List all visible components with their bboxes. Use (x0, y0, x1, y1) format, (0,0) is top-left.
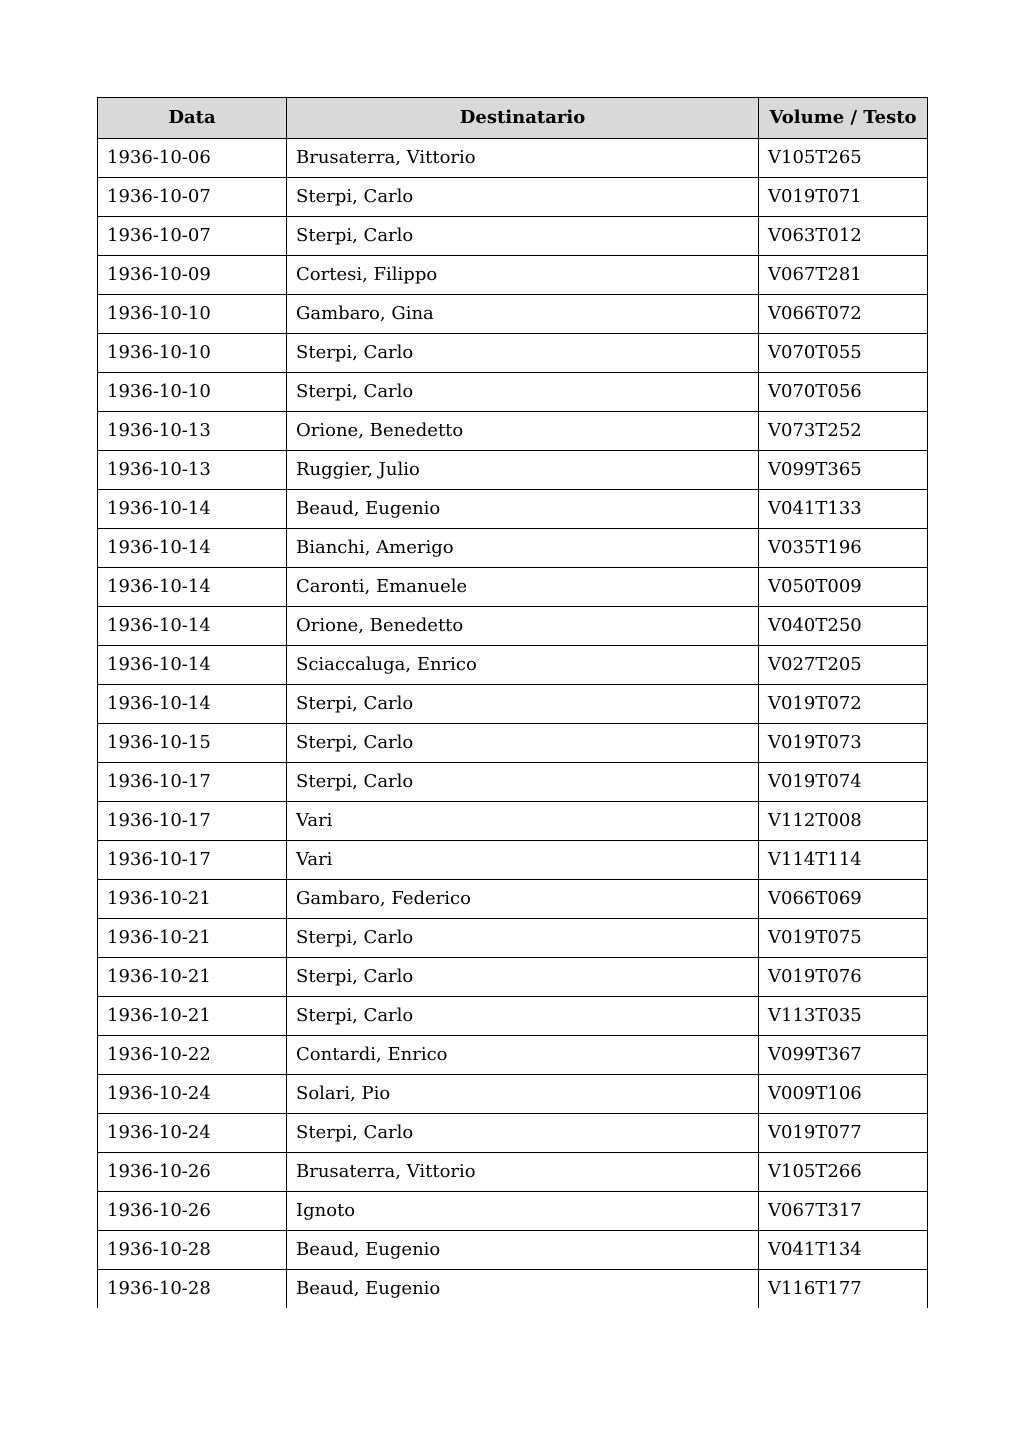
table-row (98, 139, 928, 178)
cell-destinatario: Beaud, Eugenio (287, 490, 759, 529)
table-row (98, 958, 928, 997)
table-row (98, 1192, 928, 1231)
table-row (98, 997, 928, 1036)
cell-date: 1936-10-14 (98, 646, 287, 685)
cell-date: 1936-10-17 (98, 763, 287, 802)
cell-volume-testo: V099T367 (759, 1036, 928, 1075)
cell-date: 1936-10-09 (98, 256, 287, 295)
cell-volume-testo: V063T012 (759, 217, 928, 256)
cell-volume-testo: V105T265 (759, 139, 928, 178)
cell-volume-testo: V067T281 (759, 256, 928, 295)
cell-volume-testo: V066T072 (759, 295, 928, 334)
cell-date: 1936-10-21 (98, 997, 287, 1036)
cell-destinatario: Sterpi, Carlo (287, 1114, 759, 1153)
table-row (98, 1036, 928, 1075)
cell-date: 1936-10-14 (98, 529, 287, 568)
cell-destinatario: Beaud, Eugenio (287, 1270, 759, 1309)
cell-volume-testo: V019T071 (759, 178, 928, 217)
table-row (98, 880, 928, 919)
cell-destinatario: Bianchi, Amerigo (287, 529, 759, 568)
cell-date: 1936-10-24 (98, 1075, 287, 1114)
cell-date: 1936-10-10 (98, 334, 287, 373)
cell-destinatario: Ruggier, Julio (287, 451, 759, 490)
cell-volume-testo: V070T056 (759, 373, 928, 412)
cell-destinatario: Orione, Benedetto (287, 412, 759, 451)
table-row (98, 217, 928, 256)
cell-date: 1936-10-26 (98, 1153, 287, 1192)
cell-destinatario: Vari (287, 802, 759, 841)
cell-destinatario: Sterpi, Carlo (287, 919, 759, 958)
cell-volume-testo: V019T075 (759, 919, 928, 958)
cell-volume-testo: V099T365 (759, 451, 928, 490)
table-row (98, 178, 928, 217)
cell-date: 1936-10-07 (98, 217, 287, 256)
cell-date: 1936-10-15 (98, 724, 287, 763)
table-row (98, 607, 928, 646)
cell-date: 1936-10-13 (98, 412, 287, 451)
cell-volume-testo: V114T114 (759, 841, 928, 880)
table-row (98, 373, 928, 412)
cell-volume-testo: V019T074 (759, 763, 928, 802)
cell-volume-testo: V105T266 (759, 1153, 928, 1192)
table-row (98, 919, 928, 958)
cell-date: 1936-10-21 (98, 919, 287, 958)
cell-volume-testo: V112T008 (759, 802, 928, 841)
cell-destinatario: Brusaterra, Vittorio (287, 139, 759, 178)
table-header (98, 98, 928, 139)
cell-volume-testo: V041T133 (759, 490, 928, 529)
table-row (98, 451, 928, 490)
cell-volume-testo: V050T009 (759, 568, 928, 607)
cell-date: 1936-10-22 (98, 1036, 287, 1075)
cell-destinatario: Vari (287, 841, 759, 880)
table-row (98, 1114, 928, 1153)
cell-destinatario: Beaud, Eugenio (287, 1231, 759, 1270)
cell-date: 1936-10-06 (98, 139, 287, 178)
table-row (98, 1231, 928, 1270)
table-row (98, 412, 928, 451)
cell-volume-testo: V019T072 (759, 685, 928, 724)
table-row (98, 1153, 928, 1192)
cell-date: 1936-10-13 (98, 451, 287, 490)
cell-date: 1936-10-14 (98, 607, 287, 646)
cell-volume-testo: V067T317 (759, 1192, 928, 1231)
table-row (98, 295, 928, 334)
cell-destinatario: Brusaterra, Vittorio (287, 1153, 759, 1192)
cell-date: 1936-10-28 (98, 1231, 287, 1270)
letters-table (97, 97, 928, 1308)
header-row (98, 98, 928, 139)
cell-volume-testo: V019T073 (759, 724, 928, 763)
cell-destinatario: Gambaro, Federico (287, 880, 759, 919)
table-row (98, 256, 928, 295)
cell-date: 1936-10-17 (98, 841, 287, 880)
cell-date: 1936-10-24 (98, 1114, 287, 1153)
cell-volume-testo: V009T106 (759, 1075, 928, 1114)
table-row (98, 490, 928, 529)
cell-volume-testo: V019T076 (759, 958, 928, 997)
cell-date: 1936-10-07 (98, 178, 287, 217)
document-page (97, 97, 927, 1308)
cell-destinatario: Sterpi, Carlo (287, 685, 759, 724)
cell-destinatario: Cortesi, Filippo (287, 256, 759, 295)
cell-volume-testo: V019T077 (759, 1114, 928, 1153)
table-row (98, 646, 928, 685)
table-body (98, 139, 928, 1309)
cell-date: 1936-10-21 (98, 880, 287, 919)
table-row (98, 334, 928, 373)
cell-destinatario: Contardi, Enrico (287, 1036, 759, 1075)
cell-destinatario: Sterpi, Carlo (287, 373, 759, 412)
table-row (98, 724, 928, 763)
cell-volume-testo: V035T196 (759, 529, 928, 568)
cell-volume-testo: V073T252 (759, 412, 928, 451)
cell-destinatario: Orione, Benedetto (287, 607, 759, 646)
cell-destinatario: Ignoto (287, 1192, 759, 1231)
cell-destinatario: Sciaccaluga, Enrico (287, 646, 759, 685)
cell-destinatario: Sterpi, Carlo (287, 178, 759, 217)
table-row (98, 529, 928, 568)
cell-destinatario: Sterpi, Carlo (287, 724, 759, 763)
cell-date: 1936-10-14 (98, 568, 287, 607)
cell-destinatario: Solari, Pio (287, 1075, 759, 1114)
table-row (98, 568, 928, 607)
cell-destinatario: Caronti, Emanuele (287, 568, 759, 607)
cell-volume-testo: V070T055 (759, 334, 928, 373)
cell-volume-testo: V066T069 (759, 880, 928, 919)
table-row (98, 841, 928, 880)
cell-date: 1936-10-14 (98, 685, 287, 724)
cell-destinatario: Sterpi, Carlo (287, 997, 759, 1036)
cell-volume-testo: V040T250 (759, 607, 928, 646)
cell-destinatario: Sterpi, Carlo (287, 763, 759, 802)
cell-date: 1936-10-14 (98, 490, 287, 529)
cell-date: 1936-10-10 (98, 295, 287, 334)
header-volume-testo: Volume / Testo (759, 98, 928, 139)
cell-date: 1936-10-10 (98, 373, 287, 412)
table-row (98, 802, 928, 841)
cell-destinatario: Sterpi, Carlo (287, 334, 759, 373)
cell-date: 1936-10-28 (98, 1270, 287, 1309)
cell-destinatario: Sterpi, Carlo (287, 958, 759, 997)
cell-volume-testo: V113T035 (759, 997, 928, 1036)
cell-volume-testo: V041T134 (759, 1231, 928, 1270)
header-data: Data (98, 98, 287, 139)
cell-volume-testo: V027T205 (759, 646, 928, 685)
cell-volume-testo: V116T177 (759, 1270, 928, 1309)
header-destinatario: Destinatario (287, 98, 759, 139)
table-row (98, 1075, 928, 1114)
cell-destinatario: Gambaro, Gina (287, 295, 759, 334)
cell-destinatario: Sterpi, Carlo (287, 217, 759, 256)
table-row (98, 1270, 928, 1309)
table-row (98, 685, 928, 724)
cell-date: 1936-10-17 (98, 802, 287, 841)
cell-date: 1936-10-26 (98, 1192, 287, 1231)
table-row (98, 763, 928, 802)
cell-date: 1936-10-21 (98, 958, 287, 997)
